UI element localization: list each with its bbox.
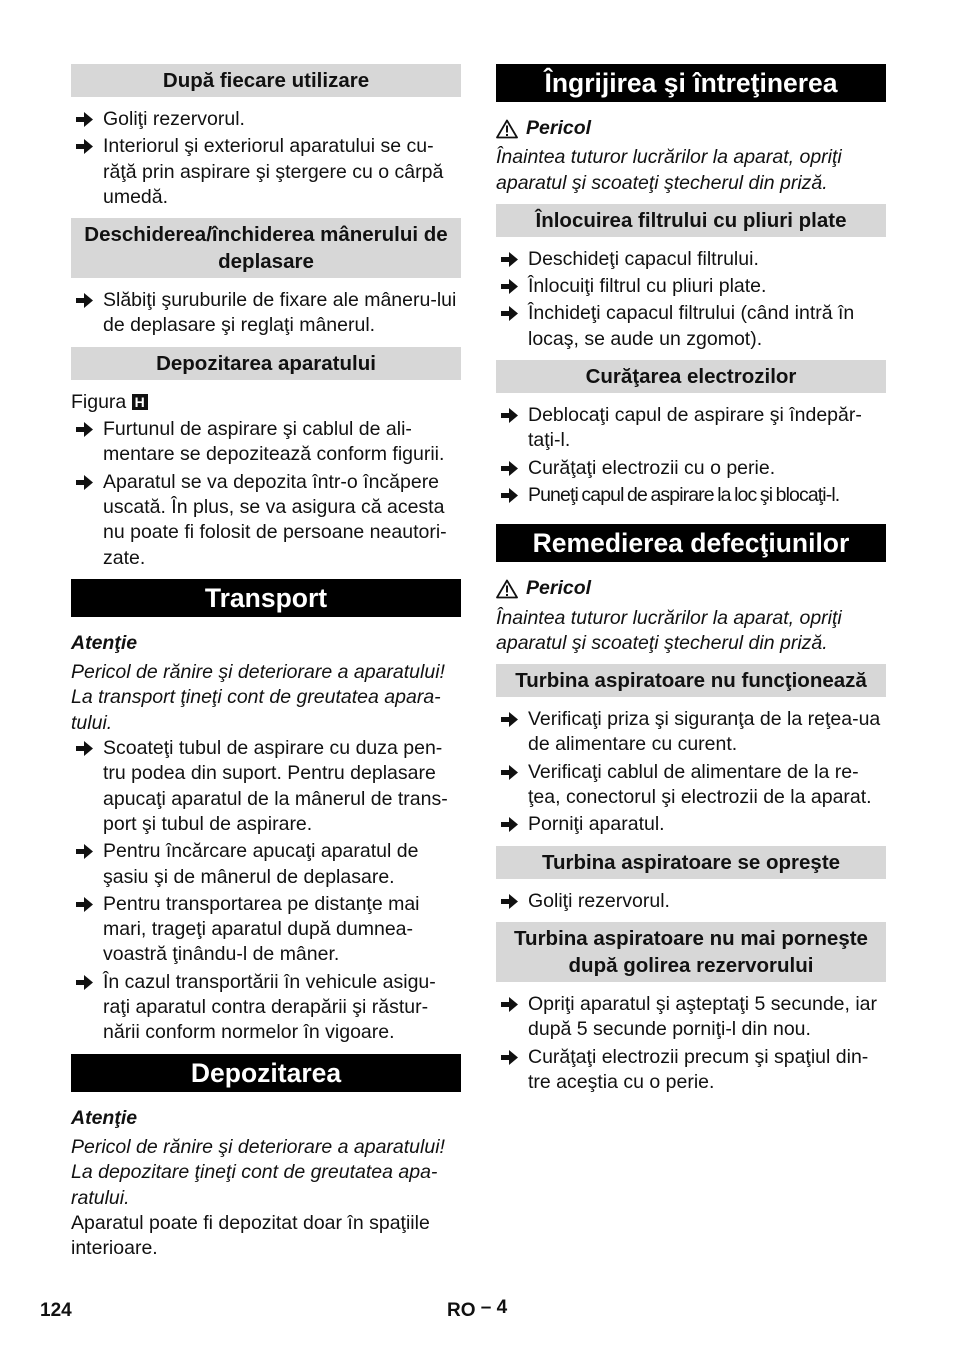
arrow-right-icon [498,889,520,914]
list-item: Închideţi capacul filtrului (când intră în locaş, se aude un zgomot). [496,301,886,352]
list-item: Interiorul şi exteriorul aparatului se cu-răţă prin aspirare şi ştergere cu o cârpă umedă. [71,134,461,210]
heading-turbine-not-working: Turbina aspiratoare nu funcţionează [496,664,886,697]
list-storage-device [71,417,461,571]
warning-line: La depozitare ţineţi cont de greutatea apa-ratului. [71,1161,438,1209]
list-item: Puneţi capul de aspirare la loc şi blocaţi-l. [496,483,886,508]
heading-transport: Transport [71,579,461,617]
arrow-right-icon [73,417,95,442]
list-filter [496,247,886,352]
list-item: Furtunul de aspirare şi cablul de ali-mentare se depozitează conform figurii. [71,417,461,468]
arrow-right-icon [498,707,520,732]
list-item: Curăţaţi electrozii precum şi spaţiul din-tre aceştia cu o perie. [496,1045,886,1096]
arrow-right-icon [73,839,95,864]
arrow-right-icon [498,301,520,326]
heading-turbine-no-restart: Turbina aspiratoare nu mai porneşte după golirea rezervorului [496,922,886,982]
arrow-right-icon [73,107,95,132]
warning-title: Atenţie [71,631,138,654]
warning-triangle-icon [496,119,518,139]
arrow-right-icon [498,403,520,428]
arrow-right-icon [498,247,520,272]
heading-after-use: După fiecare utilizare [71,64,461,97]
warning-line: Pericol de rănire şi deteriorare a aparatului! [71,661,445,684]
list-item: Goliţi rezervorul. [496,889,886,914]
list-item: Înlocuiţi filtrul cu pliuri plate. [496,274,886,299]
arrow-right-icon [498,274,520,299]
list-item: Goliţi rezervorul. [71,107,461,132]
list-after-use [71,107,461,210]
list-item: Verificaţi cablul de alimentare de la re-ţea, conectorul şi electrozii de la aparat. [496,760,886,811]
list-turbine-stops [496,889,886,914]
list-turbine-no-restart [496,992,886,1095]
arrow-right-icon [498,483,520,508]
warning-line: Pericol de rănire şi deteriorare a aparatului! [71,1135,445,1158]
arrow-right-icon [498,760,520,785]
left-column [71,64,461,1263]
list-item: Pentru transportarea pe distanţe mai mari, trageţi aparatul după dumnea-voastră ţinându-l de mâner. [71,892,461,968]
list-transport [71,736,461,1046]
list-item: Opriţi aparatul şi aşteptaţi 5 secunde, iar după 5 secunde porniţi-l din nou. [496,992,886,1043]
arrow-right-icon [73,970,95,995]
warning-triangle-icon [496,579,518,599]
danger-text: Înaintea tuturor lucrărilor la aparat, opriţi aparatul şi scoateţi ştecherul din priză. [496,606,842,654]
arrow-right-icon [498,1045,520,1070]
list-item: Verificaţi priza şi siguranţa de la reţea-ua de alimentare cu curent. [496,707,886,758]
list-item: Scoateţi tubul de aspirare cu duza pen-tru podea din suport. Pentru deplasare apucaţi aparatul de la mânerul de trans-port şi tubul de aspirare. [71,736,461,837]
arrow-right-icon [498,992,520,1017]
page-sub-number: – 4 [480,1297,508,1318]
figure-reference: Figura H [71,390,461,415]
page-number: 124 [40,1300,72,1321]
heading-troubleshooting: Remedierea defecţiunilor [496,524,886,562]
storage-note: Aparatul poate fi depozitat doar în spaţiile interioare. [71,1211,430,1260]
arrow-right-icon [498,812,520,837]
warning-line: La transport ţineţi cont de greutatea apara-tului. [71,686,441,734]
heading-electrodes: Curăţarea electrozilor [496,360,886,393]
heading-storage-device: Depozitarea aparatului [71,347,461,380]
arrow-right-icon [73,288,95,313]
heading-turbine-stops: Turbina aspiratoare se opreşte [496,846,886,879]
list-electrodes [496,403,886,508]
arrow-right-icon [498,456,520,481]
figure-letter-badge: H [132,394,148,410]
heading-filter: Înlocuirea filtrului cu pliuri plate [496,204,886,237]
right-column [496,64,886,1103]
arrow-right-icon [73,134,95,159]
danger-text: Înaintea tuturor lucrărilor la aparat, opriţi aparatul şi scoateţi ştecherul din priză. [496,146,842,194]
list-turbine-not-working [496,707,886,837]
arrow-right-icon [73,892,95,917]
list-item: Pentru încărcare apucaţi aparatul de şasiu şi de mânerul de deplasare. [71,839,461,890]
list-item: Deblocaţi capul de aspirare şi îndepăr-taţi-l. [496,403,886,454]
warning-title: Atenţie [71,1106,138,1129]
arrow-right-icon [73,470,95,495]
danger-title: Pericol [496,576,886,601]
arrow-right-icon [73,736,95,761]
heading-handle: Deschiderea/închiderea mânerului de deplasare [71,218,461,278]
heading-storage: Depozitarea [71,1054,461,1092]
list-item: Aparatul se va depozita într-o încăpere uscată. În plus, se va asigura că acesta nu poate fi folosit de persoane neautori-zate. [71,470,461,571]
page-language-marker: RO – 4 [447,1297,508,1321]
list-item: Porniţi aparatul. [496,812,886,837]
list-handle [71,288,461,339]
list-item: Slăbiţi şuruburile de fixare ale mâneru-lui de deplasare şi reglaţi mânerul. [71,288,461,339]
danger-title: Pericol [496,116,886,141]
list-item: Curăţaţi electrozii cu o perie. [496,456,886,481]
list-item: Deschideţi capacul filtrului. [496,247,886,272]
list-item: În cazul transportării în vehicule asigu-raţi aparatul contra derapării şi răstur-nării conform normelor în vigoare. [71,970,461,1046]
heading-care: Îngrijirea şi întreţinerea [496,64,886,102]
